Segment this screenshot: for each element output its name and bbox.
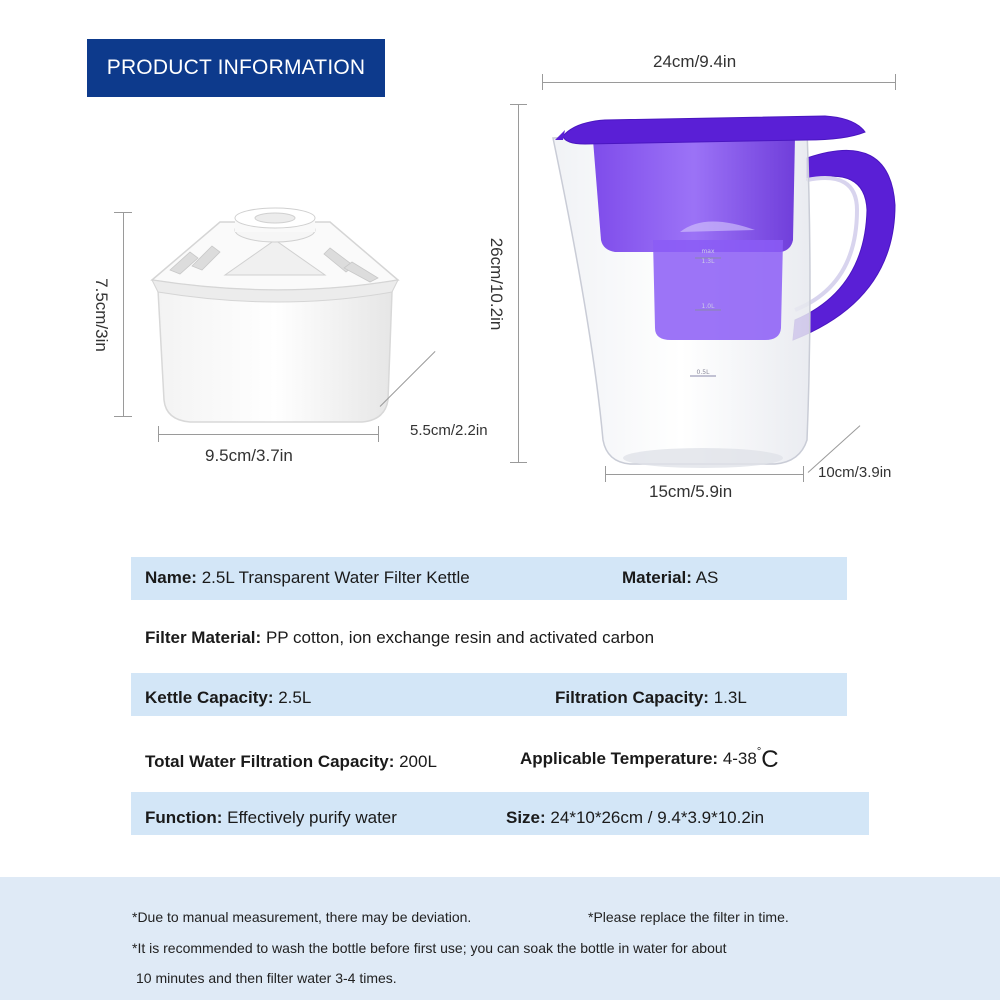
kettle-scale-3: 0.5L	[696, 369, 710, 376]
kettle-height-label: 26cm/10.2in	[487, 237, 506, 331]
degree-symbol: °	[756, 746, 762, 758]
note-replace-filter: *Please replace the filter in time.	[588, 909, 789, 925]
spec-total-filtration	[145, 752, 437, 772]
spec-temperature-value: 4-38	[722, 749, 757, 768]
spec-name-value: 2.5L Transparent Water Filter Kettle	[201, 568, 470, 587]
kettle-width-label: 24cm/9.4in	[653, 52, 737, 71]
spec-filtration-capacity-value: 1.3L	[713, 688, 747, 707]
filter-width-label: 9.5cm/3.7in	[205, 446, 293, 465]
spec-material-key: Material:	[622, 568, 692, 587]
spec-total-filtration-key: Total Water Filtration Capacity:	[145, 752, 395, 771]
note-wash-line-2: 10 minutes and then filter water 3-4 times.	[136, 970, 397, 986]
filter-height-line	[123, 212, 124, 416]
spec-total-filtration-value: 200L	[399, 752, 437, 771]
page-title	[87, 39, 385, 97]
kettle-scale-2: 1.0L	[701, 303, 715, 310]
spec-name	[145, 568, 470, 588]
spec-size-key: Size:	[506, 808, 546, 827]
kettle-height-line	[518, 104, 519, 462]
spec-filter-material-value: PP cotton, ion exchange resin and activated carbon	[265, 628, 655, 647]
kettle-height-cap-top	[510, 104, 527, 105]
filter-width-cap-left	[158, 426, 159, 442]
kettle-scale-1: 1.3L	[701, 258, 715, 265]
filter-width-line	[158, 434, 378, 435]
kettle-base-cap-right	[803, 466, 804, 482]
spec-function	[145, 808, 397, 828]
spec-kettle-capacity	[145, 688, 311, 708]
spec-size-value: 24*10*26cm / 9.4*3.9*10.2in	[550, 808, 765, 827]
kettle-base-cap-left	[605, 466, 606, 482]
kettle-height-cap-bottom	[510, 462, 527, 463]
note-measurement: *Due to manual measurement, there may be deviation.	[132, 909, 472, 925]
spec-size	[506, 808, 764, 828]
filter-height-cap-bottom	[114, 416, 132, 417]
spec-material	[622, 568, 718, 588]
spec-filter-material-key: Filter Material:	[145, 628, 262, 647]
spec-kettle-capacity-value: 2.5L	[278, 688, 312, 707]
filter-height-label: 7.5cm/3in	[92, 278, 111, 352]
kettle-depth-label: 10cm/3.9in	[818, 464, 892, 481]
kettle-base-label: 15cm/5.9in	[649, 482, 733, 501]
spec-material-value: AS	[695, 568, 719, 587]
spec-temperature-key: Applicable Temperature:	[520, 749, 719, 768]
spec-name-key: Name:	[145, 568, 197, 587]
kettle-width-cap-right	[895, 74, 896, 90]
spec-filtration-capacity-key: Filtration Capacity:	[555, 688, 709, 707]
kettle-width-line	[542, 82, 895, 83]
spec-filter-material	[145, 628, 654, 648]
spec-function-value: Effectively purify water	[227, 808, 397, 827]
filter-width-cap-right	[378, 426, 379, 442]
spec-temperature	[520, 746, 779, 774]
celsius-symbol: C	[761, 746, 779, 773]
filter-height-cap-top	[114, 212, 132, 213]
spec-filtration-capacity	[555, 688, 747, 708]
spec-function-key: Function:	[145, 808, 223, 827]
kettle-scale-max: max	[701, 248, 715, 255]
kettle-base-line	[605, 474, 803, 475]
kettle-width-cap-left	[542, 74, 543, 90]
filter-cartridge-image	[130, 200, 420, 440]
filter-depth-label: 5.5cm/2.2in	[410, 422, 488, 439]
spec-kettle-capacity-key: Kettle Capacity:	[145, 688, 274, 707]
note-wash-line-1: *It is recommended to wash the bottle before first use; you can soak the bottle in water for about	[132, 940, 727, 956]
kettle-image	[545, 100, 925, 480]
page-title-text: PRODUCT INFORMATION	[106, 56, 366, 79]
